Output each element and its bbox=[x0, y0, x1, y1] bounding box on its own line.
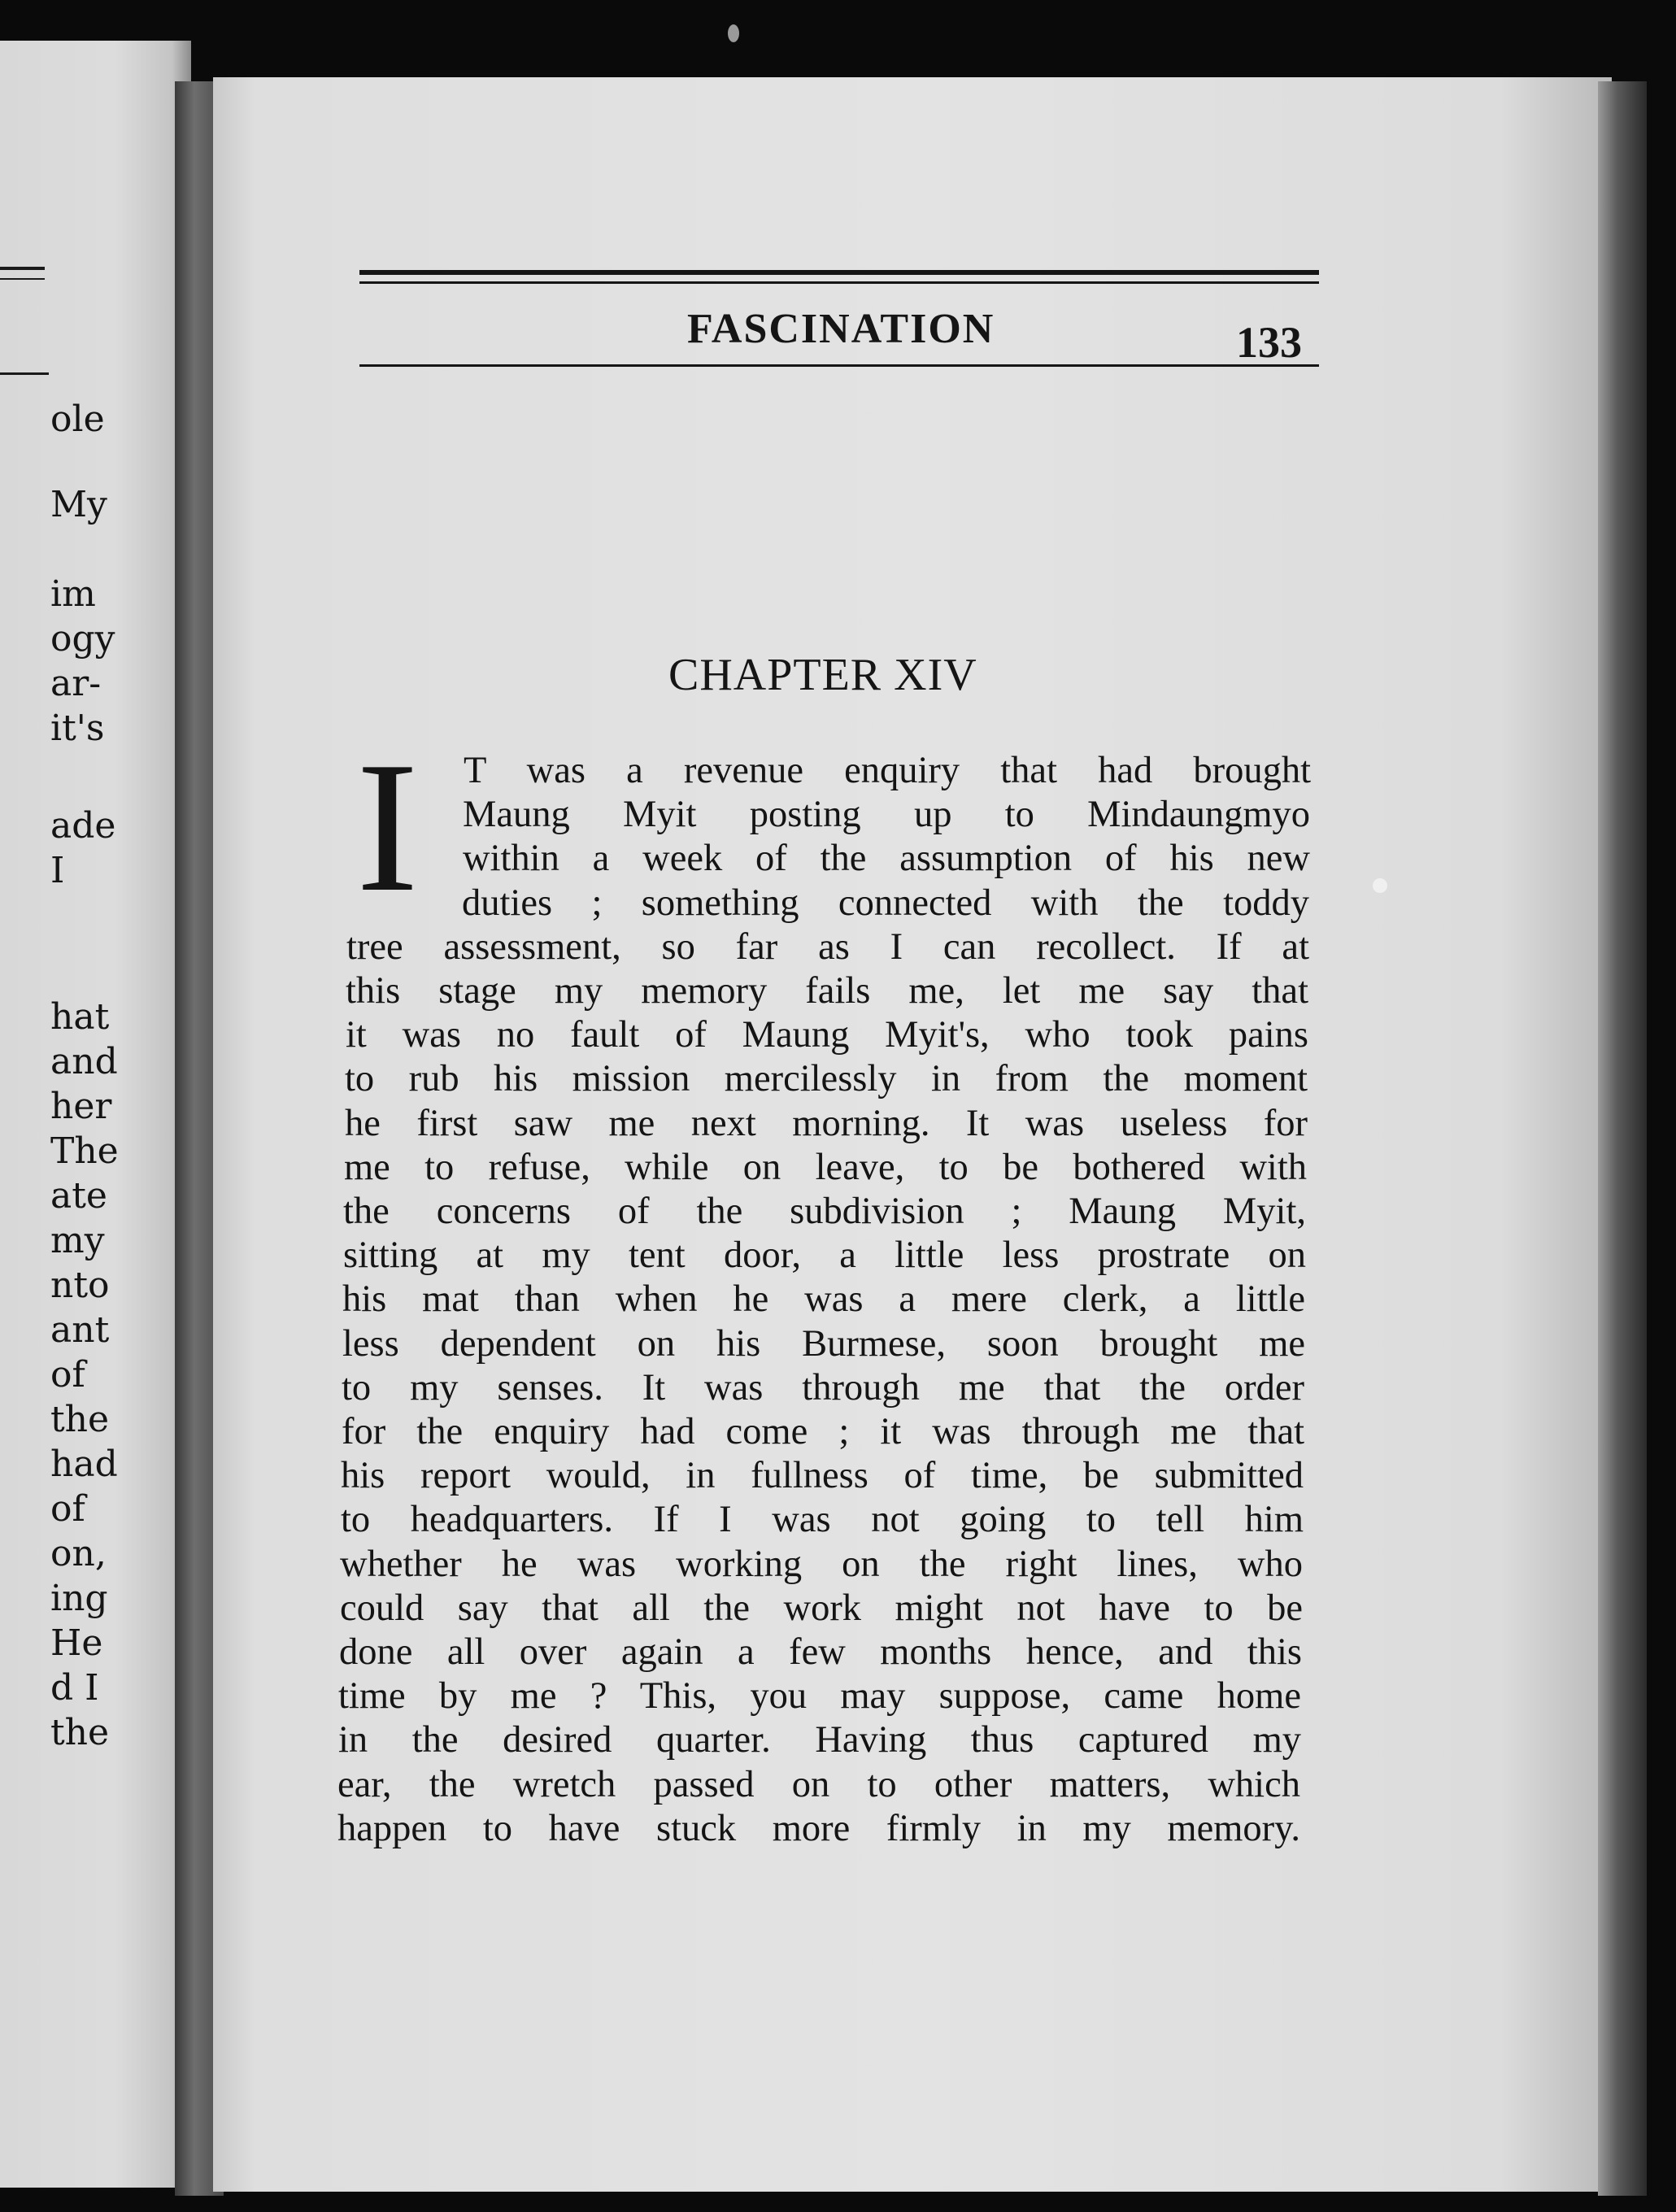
body-line: Maung Myit posting up to Mindaungmyo bbox=[463, 794, 1310, 835]
body-line: done all over again a few months hence, and this bbox=[339, 1631, 1302, 1673]
previous-page-line-fragment: the bbox=[50, 1712, 110, 1753]
body-line: his report would, in fullness of time, be submitted bbox=[341, 1455, 1304, 1496]
body-line: he first saw me next morning. It was useless for bbox=[345, 1103, 1308, 1144]
previous-page-line-fragment: ant bbox=[50, 1309, 110, 1351]
previous-page-line-fragment: im bbox=[50, 573, 96, 615]
previous-page-line-fragment: ogy bbox=[50, 618, 115, 660]
previous-page-line-fragment: d I bbox=[50, 1667, 99, 1709]
body-line: in the desired quarter. Having thus captured my bbox=[338, 1719, 1301, 1761]
running-head: FASCINATION bbox=[687, 306, 995, 352]
chapter-title: CHAPTER XIV bbox=[668, 650, 977, 700]
body-line: sitting at my tent door, a little less prostrate on bbox=[343, 1234, 1306, 1276]
previous-page bbox=[0, 41, 191, 2188]
scan-speck bbox=[728, 24, 739, 42]
body-line: duties ; something connected with the toddy bbox=[462, 882, 1309, 924]
body-line: within a week of the assumption of his new bbox=[463, 838, 1310, 879]
body-line: ear, the wretch passed on to other matters, which bbox=[337, 1764, 1300, 1805]
body-line: this stage my memory fails me, let me say that bbox=[346, 970, 1308, 1012]
body-line: to my senses. It was through me that the order bbox=[342, 1367, 1304, 1409]
body-line: time by me ? This, you may suppose, came home bbox=[338, 1675, 1301, 1717]
previous-page-line-fragment: hat bbox=[50, 996, 110, 1038]
body-line: to rub his mission mercilessly in from the moment bbox=[345, 1058, 1308, 1099]
body-line: to headquarters. If I was not going to tell him bbox=[341, 1499, 1304, 1540]
previous-page-line-fragment: ing bbox=[50, 1578, 108, 1619]
previous-page-line-fragment: ate bbox=[50, 1175, 107, 1217]
body-line: for the enquiry had come ; it was through me that bbox=[342, 1411, 1304, 1452]
body-line: tree assessment, so far as I can recollect. If at bbox=[346, 926, 1309, 968]
previous-page-line-fragment: of bbox=[50, 1354, 85, 1396]
previous-page-line-fragment: her bbox=[50, 1086, 112, 1127]
previous-page-line-fragment: had bbox=[50, 1443, 118, 1485]
header-rule-thin bbox=[359, 281, 1319, 284]
body-line: the concerns of the subdivision ; Maung Myit, bbox=[343, 1191, 1306, 1232]
body-line: whether he was working on the right lines, who bbox=[340, 1544, 1303, 1585]
previous-page-line-fragment: I bbox=[50, 850, 65, 891]
previous-page-line-fragment: ade bbox=[50, 805, 116, 847]
previous-page-line-fragment: My bbox=[50, 484, 107, 525]
header-rule-bottom bbox=[359, 364, 1319, 367]
previous-page-line-fragment: The bbox=[50, 1130, 119, 1172]
previous-page-line-fragment: it's bbox=[50, 708, 105, 749]
previous-page-text bbox=[0, 41, 191, 2188]
body-line: his mat than when he was a mere clerk, a little bbox=[342, 1278, 1305, 1320]
previous-page-line-fragment: ole bbox=[50, 398, 105, 440]
body-line: less dependent on his Burmese, soon brought me bbox=[342, 1323, 1305, 1365]
header-rule-thick bbox=[359, 270, 1319, 275]
body-line: it was no fault of Maung Myit's, who took pains bbox=[346, 1014, 1308, 1056]
previous-page-line-fragment: nto bbox=[50, 1265, 110, 1306]
previous-page-line-fragment: He bbox=[50, 1622, 103, 1664]
previous-page-line-fragment: and bbox=[50, 1041, 118, 1082]
scan-speck bbox=[1373, 878, 1387, 893]
page-edge-shadow bbox=[1598, 81, 1647, 2196]
drop-cap: I bbox=[356, 723, 419, 930]
body-line: T was a revenue enquiry that had brought bbox=[464, 750, 1311, 791]
previous-page-line-fragment: on, bbox=[50, 1533, 107, 1574]
page-number: 133 bbox=[1236, 318, 1302, 367]
previous-page-line-fragment: of bbox=[50, 1488, 85, 1530]
body-line: could say that all the work might not have to be bbox=[340, 1587, 1303, 1629]
body-line: me to refuse, while on leave, to be bothered with bbox=[344, 1147, 1307, 1188]
previous-page-line-fragment: my bbox=[50, 1220, 105, 1261]
previous-page-line-fragment: the bbox=[50, 1399, 110, 1440]
body-line: happen to have stuck more firmly in my memory. bbox=[337, 1808, 1300, 1849]
previous-page-line-fragment: ar- bbox=[50, 663, 102, 704]
